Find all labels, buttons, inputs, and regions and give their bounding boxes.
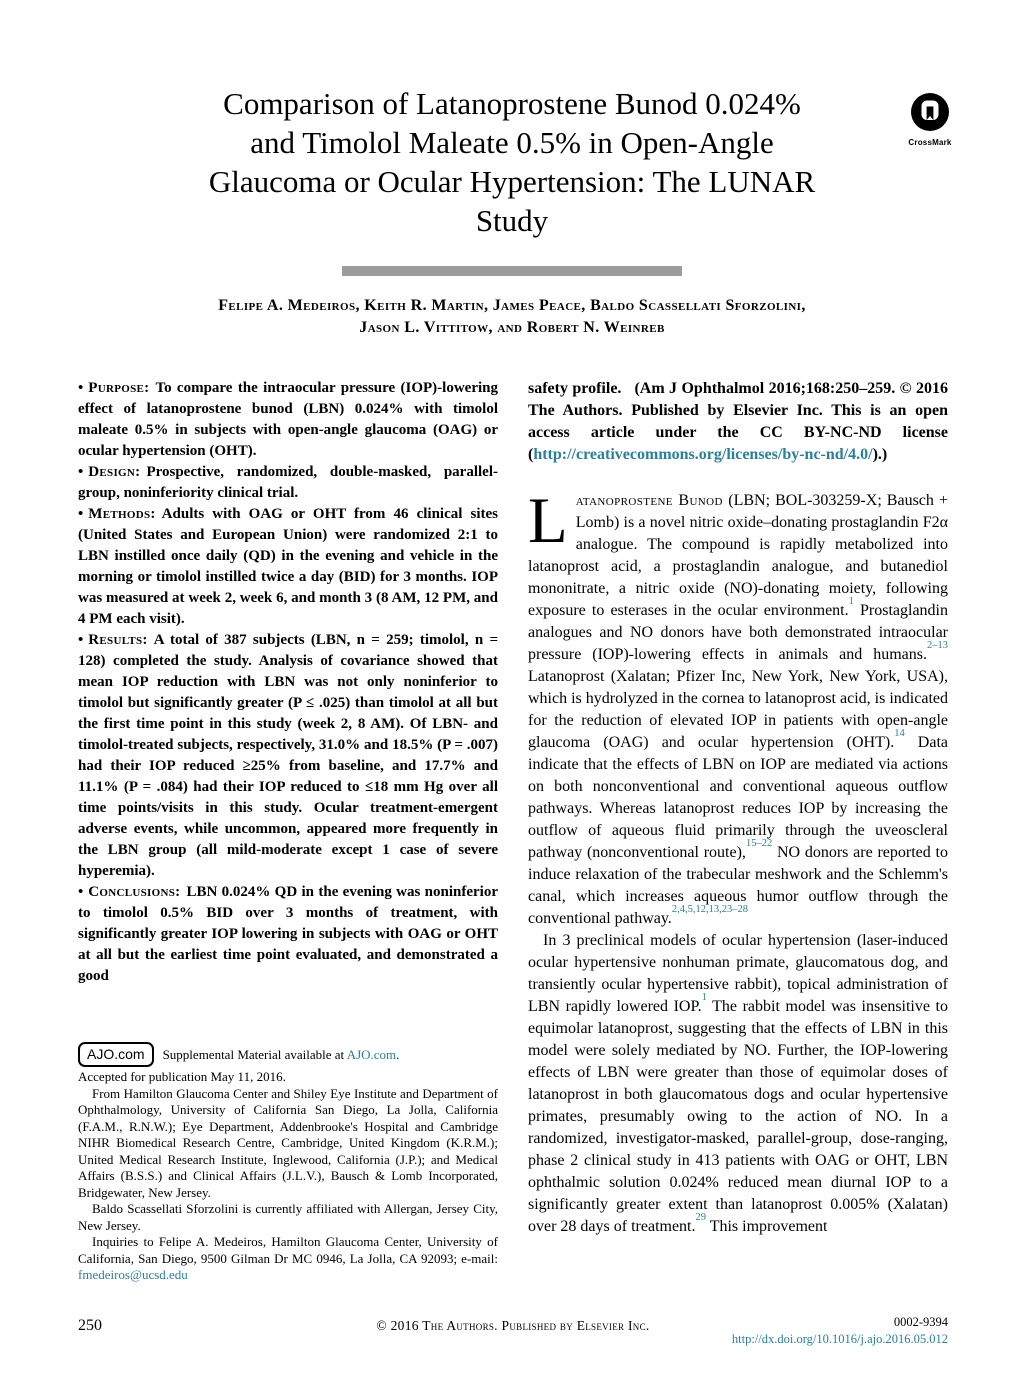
abstract-purpose (78, 378, 498, 462)
footer-right-block (732, 1314, 948, 1348)
authors-line-2: Jason L. Vittitow, and Robert N. Weinreb (359, 319, 665, 336)
reference-link[interactable]: 1 (701, 991, 707, 1003)
drop-cap: L (528, 485, 568, 557)
abstract-continuation-lead: safety profile. (528, 380, 622, 397)
reference-link[interactable]: 2,4,5,12,13,23–28 (671, 903, 748, 915)
abstract-purpose-label: Purpose: (88, 380, 150, 396)
abstract-design-label: Design: (88, 464, 141, 480)
footer-copyright: © 2016 The Authors. Published by Elsevier Inc. (376, 1318, 650, 1333)
author-list (80, 295, 944, 339)
abstract-purpose-text: To compare the intraocular pressure (IOP)-lowering effect of latanoprostene bunod (LBN) 0.024% with timolol maleate 0.5% in subjects with open-angle glaucoma (OAG) or ocular hypertension (OHT). (78, 380, 498, 459)
crossmark-badge[interactable] (901, 92, 959, 147)
abstract-methods (78, 504, 498, 630)
inquiries-note: Inquiries to Felipe A. Medeiros, Hamilton Glaucoma Center, University of California, San Diego, 9500 Gilman Dr MC 0946, La Jolla, CA 92093; e-mail: fmedeiros@ucsd.edu (78, 1234, 498, 1282)
reference-link[interactable]: 14 (894, 727, 905, 739)
footer-doi-link[interactable]: http://dx.doi.org/10.1016/j.ajo.2016.05.012 (731, 1332, 948, 1346)
bullet-icon: • (78, 380, 84, 396)
crossmark-label: CrossMark (908, 138, 952, 147)
preclinical-paragraph: In 3 preclinical models of ocular hypertension (laser-induced ocular hypertensive nonhuman primate, glaucomatous dog, and transiently ocular hypertensive rabbit), topical administration of LBN rapidly lowered IOP.$^1$ The rabbit model was insensitive to equimolar latanoprost, suggesting that the effects of LBN in this model were solely mediated by NO. Further, the IOP-lowering effects of LBN were greater than those of equimolar doses of latanoprost in both glaucomatous dogs and ocular hypertensive primates, presumably owing to the action of NO. In a randomized, investigator-masked, parallel-group, dose-ranging, phase 2 clinical study in 413 patients with OAG or OHT, LBN ophthalmic solution 0.024% reduced mean diurnal IOP to a significantly greater extent than latanoprost 0.005% (Xalatan) over 28 days of treatment.$^{29}$ This improvement (528, 932, 948, 1235)
abstract-column (78, 378, 498, 1038)
footer-issn: 0002-9394 (893, 1315, 948, 1329)
abstract-design (78, 462, 498, 504)
citation-text-end: ).) (872, 446, 888, 463)
bullet-icon: • (78, 884, 84, 900)
title-divider (342, 266, 682, 276)
title-line: and Timolol Maleate 0.5% in Open-Angle (250, 125, 774, 160)
abstract-design-text: Prospective, randomized, double-masked, parallel-group, noninferiority clinical trial. (78, 464, 498, 501)
reference-link[interactable]: 1 (848, 595, 854, 607)
abstract-results-text: A total of 387 subjects (LBN, n = 259; timolol, n = 128) completed the study. Analysis of covariance showed that mean IOP reduction with LBN was not only noninferior to timolol but significantly greater (P ≤ .025) than timolol at all but the first time point in this study (week 2, 8 AM). Of LBN- and timolol-treated subjects, respectively, 31.0% and 18.5% (P = .007) had their IOP reduced ≥25% from baseline, and 17.7% and 11.1% (P = .084) had their IOP reduced to ≤18 mm Hg over all time points/visits in this study. Ocular treatment-emergent adverse events, while uncommon, appeared more frequently in the LBN group (all mild-moderate except 1 case of severe hyperemia). (78, 632, 498, 879)
title-line: Comparison of Latanoprostene Bunod 0.024% (223, 86, 801, 121)
abstract-continuation (528, 378, 948, 466)
affiliations-note: From Hamilton Glaucoma Center and Shiley Eye Institute and Department of Ophthalmology, University of California San Diego, La Jolla, California (F.A.M., R.N.W.); Eye Department, Addenbrooke's Hospital and Cambridge NIHR Biomedical Research Centre, Cambridge, United Kingdom (K.R.M.); United Medical Research Institute, Inglewood, California (J.P.); and Medical Affairs (B.S.S.) and Clinical Affairs (J.L.V.), Bausch & Lomb Incorporated, Bridgewater, New Jersey. (78, 1085, 498, 1200)
current-affiliation-note: Baldo Scassellati Sforzolini is currently affiliated with Allergan, Jersey City, New Jersey. (78, 1201, 498, 1233)
cc-license-link[interactable]: http://creativecommons.org/licenses/by-nc-nd/4.0/ (533, 446, 873, 463)
ajo-com-badge: AJO.com (78, 1042, 154, 1067)
page-footer (78, 1314, 948, 1358)
ajo-com-link[interactable]: AJO.com (346, 1047, 397, 1062)
body-column (528, 378, 948, 1308)
reference-link[interactable]: 2–13 (927, 639, 948, 651)
supplemental-text: Supplemental Material available at AJO.com. (162, 1047, 400, 1062)
abstract-results (78, 630, 498, 882)
authors-line-1: Felipe A. Medeiros, Keith R. Martin, James Peace, Baldo Scassellati Sforzolini, (218, 297, 806, 314)
abstract-methods-label: Methods: (88, 506, 156, 522)
title-line: Glaucoma or Ocular Hypertension: The LUNAR (208, 164, 816, 199)
abstract-conclusions-text: LBN 0.024% QD in the evening was noninferior to timolol 0.5% BID over 3 months of treatment, with significantly greater IOP lowering in subjects with OAG or OHT at all but the earliest time point evaluated, and demonstrated a good (78, 884, 498, 984)
title-line: Study (475, 203, 549, 238)
article-title (100, 84, 924, 240)
supplemental-note (78, 1042, 498, 1064)
abstract-conclusions (78, 882, 498, 987)
reference-link[interactable]: 15–22 (745, 837, 773, 849)
bullet-icon: • (78, 632, 84, 648)
accepted-note: Accepted for publication May 11, 2016. (78, 1069, 286, 1084)
crossmark-icon (910, 119, 950, 136)
reference-link[interactable]: 29 (695, 1211, 706, 1223)
intro-paragraph: Latanoprostene Bunod (LBN; BOL-303259-X; Bausch + Lomb) is a novel nitric oxide–donating prostaglandin F2α analogue. The compound is rapidly metabolized into latanoprost acid, a prostaglandin analogue, and butanediol mononitrate, a nitric oxide (NO)-donating moiety, following exposure to esterases in the ocular environment.$^1$ Prostaglandin analogues and NO donors have both demonstrated intraocular pressure (IOP)-lowering effects in animals and humans.$^{2-13}$ Latanoprost (Xalatan; Pfizer Inc, New York, New York, USA), which is hydrolyzed in the cornea to latanoprost acid, is indicated for the reduction of elevated IOP in patients with open-angle glaucoma (OAG) and ocular hypertension (OHT).$^{14}$ Data indicate that the effects of LBN on IOP are mediated via actions on both nonconventional and conventional aqueous outflow pathways. Whereas latanoprost reduces IOP by increasing the outflow of aqueous fluid primarily through the uveoscleral pathway (nonconventional route),$^{15-22}$ NO donors are reported to induce relaxation of the trabecular meshwork and the Schlemm's canal, which increases aqueous humor outflow through the conventional pathway.$^{2,4,5,12,13,23-28}$ (528, 485, 948, 927)
bullet-icon: • (78, 506, 84, 522)
email-link[interactable]: fmedeiros@ucsd.edu (78, 1267, 188, 1282)
page-number: 250 (78, 1317, 102, 1334)
intro-lead-smallcaps: atanoprostene Bunod (575, 492, 729, 509)
bullet-icon: • (78, 464, 84, 480)
citation-text: (Am J Ophthalmol 2016;168:250–259. © 2016 The Authors. Published by Elsevier Inc. This is an open access article under the CC BY-NC-ND license ( (528, 380, 948, 463)
footnote-block (78, 1042, 498, 1304)
abstract-conclusions-label: Conclusions: (88, 884, 181, 900)
abstract-methods-text: Adults with OAG or OHT from 46 clinical sites (United States and European Union) were randomized 2:1 to LBN instilled once daily (QD) in the evening and vehicle in the morning or timolol instilled twice a day (BID) for 3 months. IOP was measured at week 2, week 6, and month 3 (8 AM, 12 PM, and 4 PM each visit). (78, 506, 498, 627)
abstract-results-label: Results: (88, 632, 148, 648)
